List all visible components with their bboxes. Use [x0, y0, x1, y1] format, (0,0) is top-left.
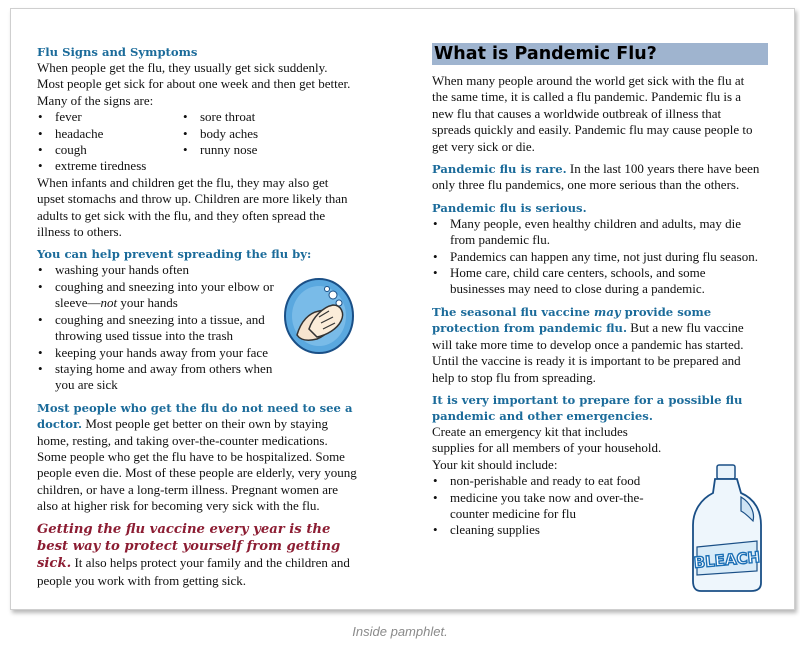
doctor-body: Most people get better on their own by staying home, resting, and taking over-the-counter medications. Some people who get the flu have to be hospitalized. Some people even die. Most of these people are elderly, very young children, or have a long-term illness. Pregnant women are also at higher risk for becoming very sick with the flu. — [37, 416, 357, 514]
list-item: • sore throat — [182, 109, 327, 125]
vaccine-body: It also helps protect your family and the children and people you work with from getting sick. — [37, 555, 350, 588]
bleach-label: BLEACH — [693, 548, 761, 572]
list-item: • Many people, even healthy children and adults, may die from pandemic flu. — [432, 216, 760, 249]
vaccine-lead: Getting the flu vaccine every year is the best way to protect yourself from getting sick. — [37, 521, 341, 572]
seasonal-body: But a new flu vaccine will take more time to develop once a pandemic has started. Until the vaccine is ready it is important to be prepared and help to stop flu from spreading. — [432, 320, 744, 385]
symptoms-list — [37, 109, 357, 175]
doctor-lead: Most people who get the flu do not need to see a doctor. — [37, 400, 353, 432]
list-item: • headache — [37, 126, 182, 142]
list-item: • coughing and sneezing into a tissue, and throwing used tissue into the trash — [37, 312, 287, 345]
rare-body: In the last 100 years there have been only three flu pandemics, one more serious than the others. — [432, 161, 760, 193]
list-item-text: coughing and sneezing into your elbow or sleeve— — [55, 278, 274, 311]
list-item: • Home care, child care centers, schools, and some businesses may need to close during a pandemic. — [432, 265, 760, 298]
bleach-bottle-illustration — [691, 463, 763, 593]
handwashing-illustration — [283, 277, 355, 355]
list-item: • extreme tiredness — [37, 158, 182, 174]
seasonal-lead-text: The seasonal flu vaccine — [432, 304, 595, 319]
list-item — [37, 279, 287, 312]
rare-lead: Pandemic flu is rare. — [432, 162, 567, 177]
list-item: • Pandemics can happen any time, not just during flu season. — [432, 249, 760, 265]
prepare-intro: Create an emergency kit that includes supplies for all members of your household. Your kit should include: — [432, 423, 662, 472]
emphasis-not: not — [100, 295, 118, 311]
prevent-list — [37, 262, 287, 393]
vaccine-paragraph — [37, 521, 357, 590]
serious-list — [432, 216, 760, 298]
figure-caption: Inside pamphlet. — [352, 624, 448, 639]
serious-heading: Pandemic flu is serious. — [432, 200, 587, 215]
prepare-heading: It is very important to prepare for a possible flu pandemic and other emergencies. — [432, 392, 743, 423]
symptoms-list-col1 — [37, 109, 182, 175]
list-item: • staying home and away from others when you are sick — [37, 361, 287, 394]
list-item: • fever — [37, 109, 182, 125]
rare-paragraph — [432, 161, 760, 194]
pandemic-intro: When many people around the world get sick with the flu at the same time, it is called a flu pandemic. Pandemic flu is a new flu that causes a worldwide outbreak of illness that spreads quickly and easily. Pandemic flu may cause people to get very sick or die. — [432, 73, 753, 154]
pamphlet-spread — [10, 8, 795, 610]
list-item: • medicine you take now and over-the-counter medicine for flu — [432, 490, 667, 523]
doctor-paragraph — [37, 400, 357, 515]
list-item: • runny nose — [182, 142, 327, 158]
list-item: • cough — [37, 142, 182, 158]
list-item-text: your hands — [117, 295, 178, 311]
list-item: • body aches — [182, 126, 327, 142]
kit-list — [432, 473, 667, 539]
symptoms-list-col2 — [182, 109, 327, 175]
title-bar — [432, 43, 768, 65]
list-item: • washing your hands often — [37, 262, 287, 278]
seasonal-paragraph — [432, 304, 760, 386]
seasonal-lead-emphasis: may — [594, 304, 621, 319]
seasonal-lead-text: provide some protection from pandemic flu. — [432, 304, 712, 336]
prevent-heading: You can help prevent spreading the flu by: — [37, 247, 312, 262]
children-paragraph: When infants and children get the flu, they may also get upset stomachs and throw up. Children are more likely than adults to get sick with the flu, and they often spread the illness to others. — [37, 174, 348, 240]
symptoms-intro: When people get the flu, they usually get sick suddenly. Most people get sick for about one week and then get better. Many of the signs are: — [37, 60, 351, 108]
list-item: • cleaning supplies — [432, 522, 667, 538]
page-title: What is Pandemic Flu? — [434, 44, 657, 64]
list-item: • keeping your hands away from your face — [37, 345, 287, 361]
list-item: • non-perishable and ready to eat food — [432, 473, 667, 489]
symptoms-heading: Flu Signs and Symptoms — [37, 45, 198, 59]
